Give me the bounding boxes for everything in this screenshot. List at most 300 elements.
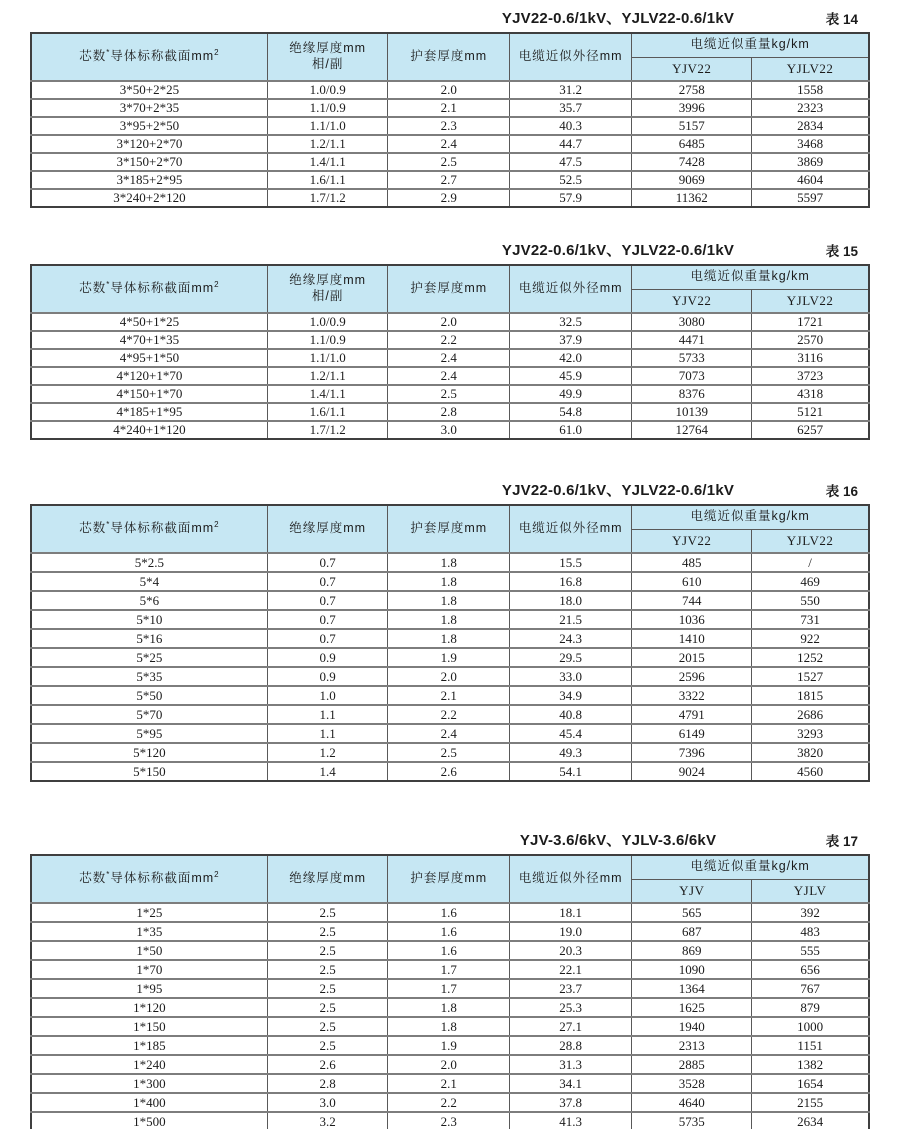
table-cell: 31.2 [509, 81, 631, 99]
table-cell: 555 [752, 941, 869, 960]
table-cell: 1815 [752, 686, 869, 705]
table-cell: 1.7/1.2 [267, 421, 388, 439]
table-cell: 5*16 [31, 629, 267, 648]
header-mm2-sup: 2 [214, 280, 220, 290]
table-cell: 42.0 [509, 349, 631, 367]
table-section-14 [0, 0, 900, 208]
table-cell: 1.6 [388, 903, 510, 922]
table-cell: 3.0 [267, 1093, 388, 1112]
table-cell: 5*120 [31, 743, 267, 762]
header-core-text: 芯数 [79, 281, 107, 296]
table-cell: 656 [752, 960, 869, 979]
header-core-sup: * [106, 870, 111, 880]
table-row [31, 610, 869, 629]
header-insulation-thickness [267, 265, 388, 313]
table-cell: 3869 [752, 153, 869, 171]
table-row [31, 903, 869, 922]
header-core-section [31, 33, 267, 81]
table-cell: 1*50 [31, 941, 267, 960]
table-cell: 11362 [632, 189, 752, 207]
table-row [31, 99, 869, 117]
table-row [31, 117, 869, 135]
table-cell: 2.0 [388, 313, 510, 331]
table-section-15 [0, 239, 900, 440]
table-cell: 22.1 [509, 960, 631, 979]
table-cell: 4791 [632, 705, 752, 724]
table-number: 表 14 [825, 12, 858, 27]
table-cell: 4560 [752, 762, 869, 781]
table-cell: 2.5 [267, 979, 388, 998]
table-cell: 5735 [632, 1112, 752, 1129]
table-section-17 [0, 829, 900, 1129]
header-insulation-line2: 相/副 [311, 289, 344, 303]
table-cell: 1.0/0.9 [267, 313, 388, 331]
table-cell: 37.9 [509, 331, 631, 349]
table-cell: 49.9 [509, 385, 631, 403]
table-cell: 610 [632, 572, 752, 591]
table-cell: 40.8 [509, 705, 631, 724]
table-cell: 57.9 [509, 189, 631, 207]
table-body [31, 903, 869, 1129]
table-cell: 10139 [632, 403, 752, 421]
table-row [31, 153, 869, 171]
header-core-section [31, 505, 267, 553]
table-cell: 1.6/1.1 [267, 171, 388, 189]
header-weight-group: 电缆近似重量kg/km [632, 855, 869, 879]
table-cell: 2885 [632, 1055, 752, 1074]
table-cell: 879 [752, 998, 869, 1017]
table-cell: 49.3 [509, 743, 631, 762]
table-cell: 0.9 [267, 667, 388, 686]
table-cell: 0.7 [267, 610, 388, 629]
table-cell: 4318 [752, 385, 869, 403]
table-cell: 1*300 [31, 1074, 267, 1093]
table-title-row [30, 239, 870, 259]
table-cell: 0.7 [267, 553, 388, 572]
table-cell: 29.5 [509, 648, 631, 667]
table-cell: 2.5 [388, 385, 510, 403]
table-cell: 2.1 [388, 99, 510, 117]
header-insulation-thickness [267, 505, 388, 553]
table-cell: 1.1/1.0 [267, 349, 388, 367]
header-weight-group: 电缆近似重量kg/km [632, 33, 869, 57]
table-row [31, 81, 869, 99]
table-cell: 1.4 [267, 762, 388, 781]
table-cell: 767 [752, 979, 869, 998]
table-cell: 4640 [632, 1093, 752, 1112]
table-cell: 1410 [632, 629, 752, 648]
table-cell: 7396 [632, 743, 752, 762]
header-outer-diameter: 电缆近似外径mm [509, 33, 631, 81]
table-row [31, 1074, 869, 1093]
table-header [31, 505, 869, 553]
header-core-text: 芯数 [79, 521, 107, 536]
table-cell: 45.4 [509, 724, 631, 743]
table-cell: 687 [632, 922, 752, 941]
table-row [31, 941, 869, 960]
table-header [31, 33, 869, 81]
table-cell: 3.0 [388, 421, 510, 439]
table-cell: 4*185+1*95 [31, 403, 267, 421]
table-cell: 1090 [632, 960, 752, 979]
table-number: 表 17 [825, 834, 858, 849]
table-cell: 5*6 [31, 591, 267, 610]
table-cell: 1.8 [388, 591, 510, 610]
header-core-sup: * [106, 280, 111, 290]
table-cell: 45.9 [509, 367, 631, 385]
table-cell: 5157 [632, 117, 752, 135]
table-cell: 32.5 [509, 313, 631, 331]
table-cell: 1000 [752, 1017, 869, 1036]
header-weight-col-yjlv: YJLV22 [752, 289, 869, 313]
table-cell: 3528 [632, 1074, 752, 1093]
table-cell: 2.8 [267, 1074, 388, 1093]
header-core-sup: * [106, 520, 111, 530]
table-cell: 2.0 [388, 1055, 510, 1074]
table-row [31, 1112, 869, 1129]
table-cell: 1.6 [388, 941, 510, 960]
table-cell: 1*185 [31, 1036, 267, 1055]
table-cell: 922 [752, 629, 869, 648]
header-core-section [31, 855, 267, 903]
table-cell: 5597 [752, 189, 869, 207]
table-row [31, 313, 869, 331]
table-cell: 4*150+1*70 [31, 385, 267, 403]
cable-spec-table-14 [30, 32, 870, 208]
table-cell: 1*95 [31, 979, 267, 998]
table-cell: 1*25 [31, 903, 267, 922]
table-cell: 8376 [632, 385, 752, 403]
table-row [31, 686, 869, 705]
table-cell: 3293 [752, 724, 869, 743]
header-insulation-line1: 绝缘厚度mm [289, 273, 367, 288]
table-cell: 5*25 [31, 648, 267, 667]
table-cell: 4*120+1*70 [31, 367, 267, 385]
table-cell: 0.7 [267, 572, 388, 591]
table-row [31, 591, 869, 610]
table-row [31, 960, 869, 979]
table-cell: 1.1 [267, 724, 388, 743]
table-cell: 1151 [752, 1036, 869, 1055]
table-cell: 2.3 [388, 1112, 510, 1129]
table-cell: 6485 [632, 135, 752, 153]
table-title: YJV22-0.6/1kV、YJLV22-0.6/1kV [501, 242, 735, 259]
table-title-row [30, 829, 870, 849]
header-weight-col-yjlv: YJLV [752, 879, 869, 903]
table-row [31, 979, 869, 998]
table-row [31, 171, 869, 189]
table-cell: 2.4 [388, 135, 510, 153]
table-cell: 5*4 [31, 572, 267, 591]
table-cell: 3*70+2*35 [31, 99, 267, 117]
table-cell: 24.3 [509, 629, 631, 648]
table-cell: 3*240+2*120 [31, 189, 267, 207]
table-row [31, 349, 869, 367]
table-cell: 1721 [752, 313, 869, 331]
table-title-row [30, 479, 870, 499]
table-cell: 2.4 [388, 724, 510, 743]
header-outer-diameter: 电缆近似外径mm [509, 265, 631, 313]
table-cell: 869 [632, 941, 752, 960]
table-cell: 3*120+2*70 [31, 135, 267, 153]
header-core-text: 芯数 [79, 49, 107, 64]
table-cell: 2.5 [267, 941, 388, 960]
table-cell: 23.7 [509, 979, 631, 998]
table-row [31, 403, 869, 421]
table-row [31, 1036, 869, 1055]
table-cell: 1*150 [31, 1017, 267, 1036]
header-sheath-thickness: 护套厚度mm [388, 505, 510, 553]
table-cell: 1036 [632, 610, 752, 629]
table-row [31, 367, 869, 385]
table-row [31, 572, 869, 591]
table-cell: 4471 [632, 331, 752, 349]
table-cell: 37.8 [509, 1093, 631, 1112]
table-row [31, 421, 869, 439]
table-cell: 2.5 [388, 743, 510, 762]
table-cell: 3080 [632, 313, 752, 331]
header-core-section [31, 265, 267, 313]
table-row [31, 629, 869, 648]
table-cell: 18.0 [509, 591, 631, 610]
table-cell: 5*50 [31, 686, 267, 705]
table-cell: 1*120 [31, 998, 267, 1017]
table-cell: 12764 [632, 421, 752, 439]
table-number: 表 16 [825, 484, 858, 499]
table-cell: 3116 [752, 349, 869, 367]
table-cell: 744 [632, 591, 752, 610]
table-title: YJV22-0.6/1kV、YJLV22-0.6/1kV [501, 10, 735, 27]
table-row [31, 762, 869, 781]
table-cell: 1.7 [388, 979, 510, 998]
table-cell: 3*95+2*50 [31, 117, 267, 135]
header-outer-diameter: 电缆近似外径mm [509, 855, 631, 903]
cable-spec-table-15 [30, 264, 870, 440]
table-cell: 1*70 [31, 960, 267, 979]
table-cell: 2.0 [388, 81, 510, 99]
table-cell: 1.8 [388, 610, 510, 629]
table-row [31, 922, 869, 941]
table-body [31, 81, 869, 207]
table-title-row [30, 7, 870, 27]
table-cell: 1.9 [388, 648, 510, 667]
table-cell: 4*50+1*25 [31, 313, 267, 331]
table-header [31, 855, 869, 903]
table-cell: 2.1 [388, 686, 510, 705]
table-section-16 [0, 479, 900, 782]
table-row [31, 724, 869, 743]
table-cell: 20.3 [509, 941, 631, 960]
table-cell: 2.5 [388, 153, 510, 171]
table-cell: 550 [752, 591, 869, 610]
table-cell: 3*50+2*25 [31, 81, 267, 99]
table-cell: 3996 [632, 99, 752, 117]
table-cell: 3820 [752, 743, 869, 762]
table-cell: 392 [752, 903, 869, 922]
table-cell: 2.2 [388, 331, 510, 349]
table-cell: 1.1 [267, 705, 388, 724]
table-cell: 2015 [632, 648, 752, 667]
table-body [31, 553, 869, 781]
header-mm2-sup: 2 [214, 48, 220, 58]
table-cell: 1.8 [388, 553, 510, 572]
header-insulation-line2: 相/副 [311, 57, 344, 71]
table-cell: 1*35 [31, 922, 267, 941]
table-row [31, 385, 869, 403]
table-cell: 7428 [632, 153, 752, 171]
header-weight-col-yjv: YJV22 [632, 289, 752, 313]
table-cell: 2.5 [267, 998, 388, 1017]
table-cell: 61.0 [509, 421, 631, 439]
table-cell: 31.3 [509, 1055, 631, 1074]
table-cell: 2.9 [388, 189, 510, 207]
table-cell: 5*10 [31, 610, 267, 629]
table-cell: 52.5 [509, 171, 631, 189]
table-cell: 3468 [752, 135, 869, 153]
table-cell: 2596 [632, 667, 752, 686]
header-section-text: 导体标称截面mm [110, 49, 215, 64]
table-cell: 1527 [752, 667, 869, 686]
table-row [31, 1017, 869, 1036]
table-cell: 3*150+2*70 [31, 153, 267, 171]
table-cell: 3*185+2*95 [31, 171, 267, 189]
table-cell: 28.8 [509, 1036, 631, 1055]
table-row [31, 705, 869, 724]
header-sheath-thickness: 护套厚度mm [388, 33, 510, 81]
table-cell: 34.9 [509, 686, 631, 705]
header-weight-col-yjlv: YJLV22 [752, 529, 869, 553]
table-cell: 47.5 [509, 153, 631, 171]
header-weight-col-yjv: YJV22 [632, 57, 752, 81]
table-title: YJV22-0.6/1kV、YJLV22-0.6/1kV [501, 482, 735, 499]
table-cell: 1654 [752, 1074, 869, 1093]
table-cell: 4*95+1*50 [31, 349, 267, 367]
table-cell: 9069 [632, 171, 752, 189]
table-row [31, 1055, 869, 1074]
table-body [31, 313, 869, 439]
table-cell: 18.1 [509, 903, 631, 922]
table-cell: 5733 [632, 349, 752, 367]
table-cell: 2.7 [388, 171, 510, 189]
table-cell: 44.7 [509, 135, 631, 153]
header-insulation-line1: 绝缘厚度mm [289, 521, 367, 536]
header-sheath-thickness: 护套厚度mm [388, 265, 510, 313]
table-cell: 1.0 [267, 686, 388, 705]
table-cell: 1252 [752, 648, 869, 667]
table-cell: 1*400 [31, 1093, 267, 1112]
table-cell: 1.6 [388, 922, 510, 941]
table-cell: 2634 [752, 1112, 869, 1129]
header-sheath-thickness: 护套厚度mm [388, 855, 510, 903]
table-cell: 1.6/1.1 [267, 403, 388, 421]
table-cell: 1.8 [388, 1017, 510, 1036]
table-row [31, 135, 869, 153]
table-row [31, 998, 869, 1017]
table-cell: 1.0/0.9 [267, 81, 388, 99]
table-cell: 41.3 [509, 1112, 631, 1129]
table-cell: 2.4 [388, 349, 510, 367]
table-cell: 9024 [632, 762, 752, 781]
table-cell: 2834 [752, 117, 869, 135]
table-cell: 1.2/1.1 [267, 135, 388, 153]
table-cell: 1625 [632, 998, 752, 1017]
table-cell: 15.5 [509, 553, 631, 572]
table-cell: 1558 [752, 81, 869, 99]
table-cell: 5121 [752, 403, 869, 421]
table-cell: 1382 [752, 1055, 869, 1074]
table-cell: 25.3 [509, 998, 631, 1017]
cable-spec-table-16 [30, 504, 870, 782]
table-cell: 33.0 [509, 667, 631, 686]
table-cell: 1940 [632, 1017, 752, 1036]
table-row [31, 553, 869, 572]
table-cell: 5*70 [31, 705, 267, 724]
table-cell: 2686 [752, 705, 869, 724]
table-cell: 2.2 [388, 1093, 510, 1112]
table-row [31, 1093, 869, 1112]
table-cell: 2.1 [388, 1074, 510, 1093]
table-cell: 1.9 [388, 1036, 510, 1055]
table-cell: 2313 [632, 1036, 752, 1055]
table-header [31, 265, 869, 313]
table-row [31, 331, 869, 349]
header-section-text: 导体标称截面mm [110, 281, 215, 296]
table-title: YJV-3.6/6kV、YJLV-3.6/6kV [519, 832, 717, 849]
table-cell: 483 [752, 922, 869, 941]
table-cell: 2.0 [388, 667, 510, 686]
table-cell: 34.1 [509, 1074, 631, 1093]
table-cell: 2.5 [267, 1036, 388, 1055]
table-cell: 1.1/0.9 [267, 331, 388, 349]
table-cell: 1.2 [267, 743, 388, 762]
header-mm2-sup: 2 [214, 870, 220, 880]
table-cell: 2.2 [388, 705, 510, 724]
table-cell: 4*70+1*35 [31, 331, 267, 349]
header-weight-group: 电缆近似重量kg/km [632, 265, 869, 289]
table-cell: 2758 [632, 81, 752, 99]
table-cell: 1.4/1.1 [267, 385, 388, 403]
header-insulation-thickness [267, 855, 388, 903]
cable-spec-table-17 [30, 854, 870, 1129]
table-row [31, 648, 869, 667]
table-cell: 2.5 [267, 1017, 388, 1036]
table-cell: 54.1 [509, 762, 631, 781]
table-cell: 6149 [632, 724, 752, 743]
table-cell: 54.8 [509, 403, 631, 421]
header-section-text: 导体标称截面mm [110, 871, 215, 886]
table-cell: 40.3 [509, 117, 631, 135]
table-cell: 2.5 [267, 903, 388, 922]
table-cell: 1.1/1.0 [267, 117, 388, 135]
table-cell: 2.3 [388, 117, 510, 135]
header-section-text: 导体标称截面mm [110, 521, 215, 536]
header-mm2-sup: 2 [214, 520, 220, 530]
table-cell: 469 [752, 572, 869, 591]
table-cell: 6257 [752, 421, 869, 439]
table-cell: 5*150 [31, 762, 267, 781]
table-cell: 1.8 [388, 998, 510, 1017]
table-cell: 4604 [752, 171, 869, 189]
table-cell: 1*500 [31, 1112, 267, 1129]
header-core-text: 芯数 [79, 871, 107, 886]
table-number: 表 15 [825, 244, 858, 259]
table-cell: 1364 [632, 979, 752, 998]
header-core-sup: * [106, 48, 111, 58]
table-cell: 19.0 [509, 922, 631, 941]
table-cell: 1.7 [388, 960, 510, 979]
table-cell: 2.6 [388, 762, 510, 781]
table-cell: 3723 [752, 367, 869, 385]
